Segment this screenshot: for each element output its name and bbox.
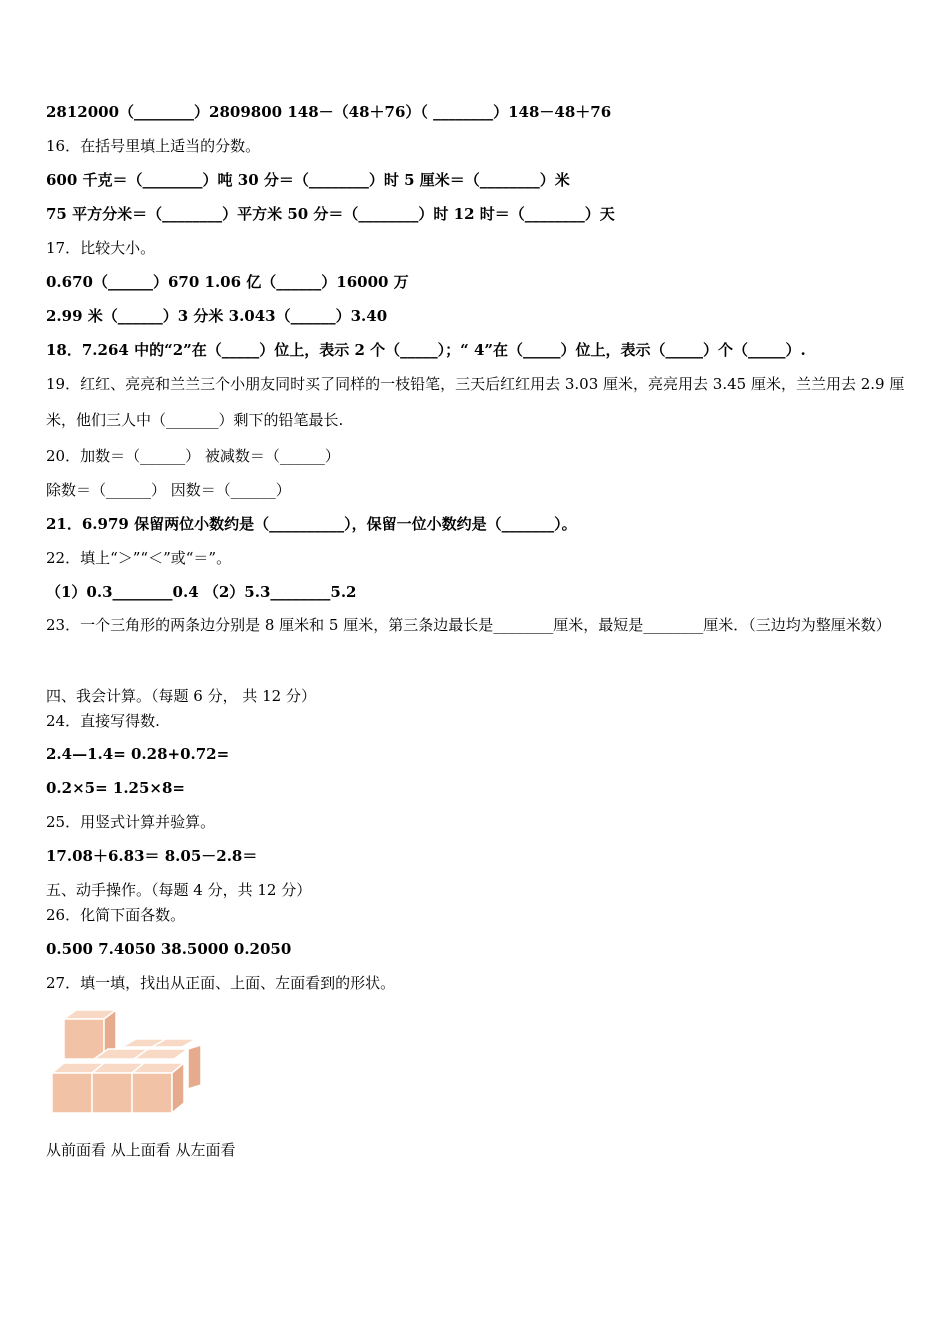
line-q26-title: 26．化简下面各数。: [46, 906, 186, 924]
line-q26-row: 0.500 7.4050 38.5000 0.2050: [46, 940, 292, 958]
line-q15-compare: 2812000（________）2809800 148－（48＋76）（ ________）148－48＋76: [46, 103, 612, 121]
line-q22-items: （1）0.3________0.4 （2）5.3________5.2: [46, 583, 357, 601]
line-q24-title: 24．直接写得数.: [46, 712, 160, 730]
line-q16-title: 16．在括号里填上适当的分数。: [46, 137, 261, 155]
front-cube-row: [52, 1063, 184, 1113]
line-q16-row2: 75 平方分米＝（________）平方米 50 分＝（________）时 12 时＝（________）天: [46, 205, 615, 223]
line-q21: 21．6.979 保留两位小数约是（__________），保留一位小数约是（_______）。: [46, 515, 577, 533]
line-q17-title: 17．比较大小。: [46, 239, 156, 257]
line-q27-views: 从前面看 从上面看 从左面看: [46, 1141, 236, 1159]
cube-stack-figure: [46, 1005, 206, 1117]
line-q19: 19．红红、亮亮和兰兰三个小朋友同时买了同样的一枝铅笔，三天后红红用去 3.03 厘米，亮亮用去 3.45 厘米，兰兰用去 2.9 厘米，他们三人中（_______）剩下的铅笔最长.: [46, 375, 905, 429]
line-q25-title: 25．用竖式计算并验算。: [46, 813, 216, 831]
line-q24-row1: 2.4—1.4= 0.28+0.72=: [46, 745, 230, 763]
line-q16-row1: 600 千克＝（________）吨 30 分＝（________）时 5 厘米＝（________）米: [46, 171, 570, 189]
line-q25-row: 17.08＋6.83＝ 8.05－2.8＝: [46, 847, 258, 865]
line-q20-row2: 除数＝（______） 因数＝（______）: [46, 481, 291, 499]
section-four-heading: 四、我会计算。（每题 6 分， 共 12 分）: [46, 687, 316, 705]
line-q27-title: 27．填一填，找出从正面、上面、左面看到的形状。: [46, 974, 396, 992]
line-q22-title: 22．填上“＞”“＜”或“＝”。: [46, 549, 232, 567]
line-q23: 23．一个三角形的两条边分别是 8 厘米和 5 厘米，第三条边最长是________厘米，最短是________厘米．（三边均为整厘米数）: [46, 616, 891, 634]
line-q18: 18．7.264 中的“2”在（_____）位上，表示 2 个（_____）；“ 4”在（_____）位上，表示（_____）个（_____）.: [46, 341, 806, 359]
line-q20-row1: 20．加数＝（______） 被减数＝（______）: [46, 447, 340, 465]
line-q24-row2: 0.2×5= 1.25×8=: [46, 779, 185, 797]
line-q17-row2: 2.99 米（______）3 分米 3.043（______）3.40: [46, 307, 388, 325]
line-q17-row1: 0.670（______）670 1.06 亿（______）16000 万: [46, 273, 409, 291]
section-five-heading: 五、动手操作。（每题 4 分，共 12 分）: [46, 881, 312, 899]
